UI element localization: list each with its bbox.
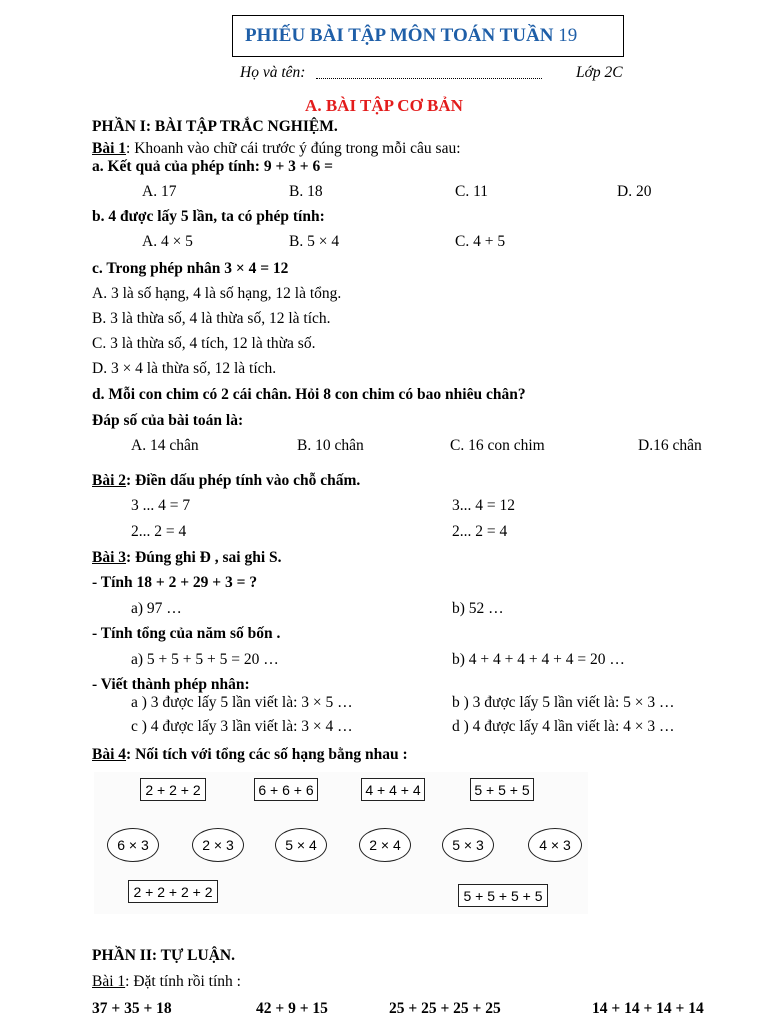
sum-box[interactable]: 2 + 2 + 2 [140, 778, 206, 801]
sum-box[interactable]: 5 + 5 + 5 + 5 [458, 884, 548, 907]
bai3-sub3-a: a ) 3 được lấy 5 lần viết là: 3 × 5 … [131, 694, 353, 711]
week-number: 19 [558, 25, 578, 46]
bai3-label: Bài 3 [92, 549, 127, 566]
option-b-1: A. 4 × 5 [142, 233, 193, 250]
bai4-label: Bài 4 [92, 746, 127, 763]
sum-box[interactable]: 5 + 5 + 5 [470, 778, 534, 801]
bai2-item-3: 2... 2 = 4 [131, 523, 187, 540]
option-c-4: D. 3 × 4 là thừa số, 12 là tích. [92, 360, 277, 377]
calc-expression: 14 + 14 + 14 + 14 [592, 1000, 704, 1017]
bai1-text: : Khoanh vào chữ cái trước ý đúng trong mỗi câu sau: [126, 140, 461, 157]
bai3-sub1-heading: - Tính 18 + 2 + 29 + 3 = ? [92, 574, 258, 591]
bai2-item-1: 3 ... 4 = 7 [131, 497, 191, 514]
answer-prompt: Đáp số của bài toán là: [92, 412, 244, 429]
bai3-sub1-a: a) 97 … [131, 600, 182, 617]
bai3-sub3-c: c ) 4 được lấy 3 lần viết là: 3 × 4 … [131, 718, 353, 735]
option-c-3: C. 3 là thừa số, 4 tích, 12 là thừa số. [92, 335, 316, 352]
question-b: b. 4 được lấy 5 lần, ta có phép tính: [92, 208, 325, 225]
option-d-2: B. 10 chân [297, 437, 364, 454]
product-oval[interactable]: 4 × 3 [528, 828, 582, 862]
sum-box[interactable]: 2 + 2 + 2 + 2 [128, 880, 218, 903]
option-c-1: A. 3 là số hạng, 4 là số hạng, 12 là tổng. [92, 285, 342, 302]
bai3-sub1-b: b) 52 … [452, 600, 504, 617]
option-a-2: B. 18 [289, 183, 323, 200]
worksheet-title [245, 25, 577, 47]
title-box [232, 15, 624, 57]
bai4-text: : Nối tích với tổng các số hạng bằng nhau : [126, 746, 408, 763]
part2-bai1-instruction [92, 973, 241, 991]
product-oval[interactable]: 2 × 3 [192, 828, 244, 862]
option-d-1: A. 14 chân [131, 437, 199, 454]
part2-heading: PHẦN II: TỰ LUẬN. [92, 947, 235, 964]
bai1-label: Bài 1 [92, 140, 127, 157]
question-a: a. Kết quả của phép tính: 9 + 3 + 6 = [92, 158, 333, 175]
student-info-line [240, 64, 630, 82]
name-label: Họ và tên: [240, 64, 306, 81]
sum-box[interactable]: 4 + 4 + 4 [361, 778, 425, 801]
name-fill-line [316, 78, 542, 79]
bai2-instruction [92, 472, 360, 490]
class-label: Lớp 2C [576, 64, 623, 81]
bai2-item-2: 3... 4 = 12 [452, 497, 515, 514]
bai4-instruction [92, 746, 408, 764]
option-b-3: C. 4 + 5 [455, 233, 506, 250]
product-oval[interactable]: 6 × 3 [107, 828, 159, 862]
question-d: d. Mỗi con chim có 2 cái chân. Hỏi 8 con chim có bao nhiêu chân? [92, 386, 526, 403]
bai2-text: : Điền dấu phép tính vào chỗ chấm. [126, 472, 361, 489]
matching-exercise [94, 772, 588, 914]
option-a-3: C. 11 [455, 183, 489, 200]
bai2-item-4: 2... 2 = 4 [452, 523, 508, 540]
product-oval[interactable]: 5 × 3 [442, 828, 494, 862]
question-c: c. Trong phép nhân 3 × 4 = 12 [92, 260, 289, 277]
bai3-sub3-b: b ) 3 được lấy 5 lần viết là: 5 × 3 … [452, 694, 675, 711]
part1-heading: PHẦN I: BÀI TẬP TRẮC NGHIỆM. [92, 118, 338, 135]
bai3-sub2-a: a) 5 + 5 + 5 + 5 = 20 … [131, 651, 279, 668]
part2-bai1-label: Bài 1 [92, 973, 126, 990]
bai3-sub2-heading: - Tính tổng của năm số bốn . [92, 625, 281, 642]
option-c-2: B. 3 là thừa số, 4 là thừa số, 12 là tích. [92, 310, 331, 327]
option-d-3: C. 16 con chim [450, 437, 545, 454]
product-oval[interactable]: 5 × 4 [275, 828, 327, 862]
calc-expression: 25 + 25 + 25 + 25 [389, 1000, 501, 1017]
bai2-label: Bài 2 [92, 472, 127, 489]
section-a-heading: A. BÀI TẬP CƠ BẢN [305, 96, 463, 115]
bai3-sub3-heading: - Viết thành phép nhân: [92, 676, 250, 693]
bai3-sub3-d: d ) 4 được lấy 4 lần viết là: 4 × 3 … [452, 718, 675, 735]
bai3-text: : Đúng ghi Đ , sai ghi S. [126, 549, 282, 566]
product-oval[interactable]: 2 × 4 [359, 828, 411, 862]
option-a-4: D. 20 [617, 183, 652, 200]
bai1-instruction [92, 140, 461, 158]
bai3-sub2-b: b) 4 + 4 + 4 + 4 + 4 = 20 … [452, 651, 625, 668]
option-b-2: B. 5 × 4 [289, 233, 340, 250]
sum-box[interactable]: 6 + 6 + 6 [254, 778, 318, 801]
calc-expression: 37 + 35 + 18 [92, 1000, 172, 1017]
option-d-4: D.16 chân [638, 437, 702, 454]
calc-expression: 42 + 9 + 15 [256, 1000, 328, 1017]
title-label: PHIẾU BÀI TẬP MÔN TOÁN TUẦN [245, 25, 554, 46]
option-a-1: A. 17 [142, 183, 177, 200]
bai3-instruction [92, 549, 282, 567]
part2-bai1-text: : Đặt tính rồi tính : [125, 973, 241, 990]
